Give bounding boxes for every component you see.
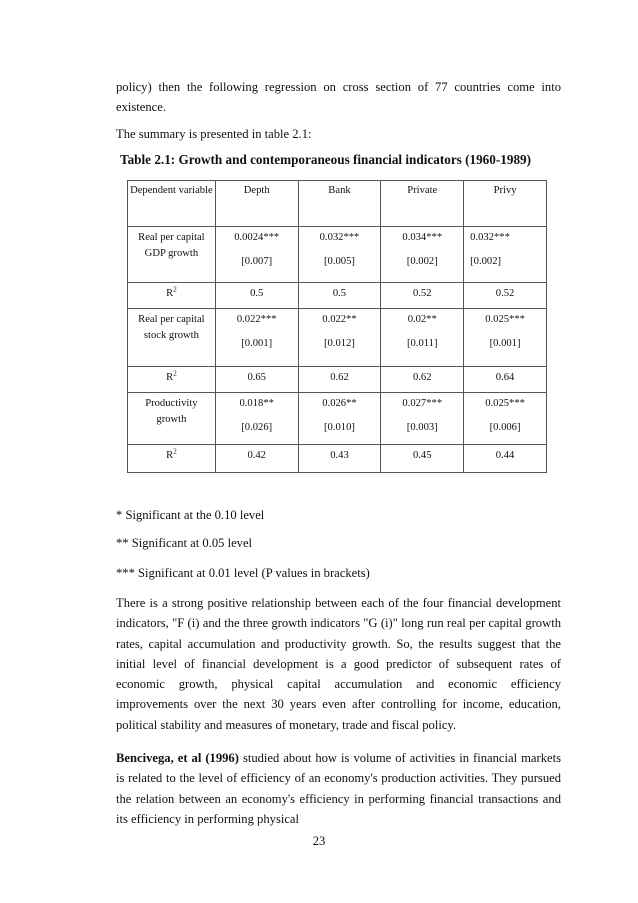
p-value: [0.002]: [470, 256, 502, 267]
significance-note-05: ** Significant at 0.05 level: [116, 536, 253, 550]
coefficient: 0.032***: [319, 232, 360, 243]
p-value: [0.010]: [324, 422, 355, 433]
r-squared-value: 0.43: [298, 445, 381, 473]
r-squared-value: 0.65: [215, 367, 298, 393]
row-label: Real per capital GDP growth: [128, 227, 216, 283]
r-squared-row: [128, 367, 547, 393]
r-superscript: 2: [173, 447, 177, 456]
r-squared-value: 0.5: [215, 283, 298, 309]
p-value: [0.011]: [407, 338, 438, 349]
p-value: [0.001]: [241, 338, 273, 349]
intro-summary-line: The summary is presented in table 2.1:: [116, 127, 312, 141]
body-paragraph-relationship: There is a strong positive relationship between each of the four financial development indicators, "F (i) and the three growth indicators "G (i)" long run real per capital growth rates, capital accumulation and productivity growth. So, the results suggest that the initial level of financial development is a good predictor of subsequent rates of economic growth, physical capital accumulation and economic efficiency improvements over the next 30 years even after controlling for income, education, political stability and measures of monetary, trade and fiscal policy.: [116, 596, 561, 732]
p-value: [0.006]: [489, 422, 521, 433]
p-value: [0.003]: [406, 422, 438, 433]
r-squared-value: 0.52: [381, 283, 464, 309]
table-row: [128, 227, 547, 283]
r-squared-label: [128, 367, 216, 393]
p-value: [0.002]: [406, 256, 438, 267]
r-squared-value: 0.62: [381, 367, 464, 393]
intro-paragraph: policy) then the following regression on cross section of 77 countries come into existence.: [116, 80, 561, 115]
table-row: [128, 309, 547, 367]
table-cell: [381, 309, 464, 367]
coefficient: 0.025***: [485, 398, 525, 409]
table-cell: [381, 393, 464, 445]
r-superscript: 2: [173, 369, 177, 378]
coefficient: 0.018**: [239, 398, 274, 409]
coefficient: 0.032***: [470, 232, 510, 243]
p-value: [0.007]: [241, 256, 273, 267]
table-cell: [464, 393, 547, 445]
r-squared-value: 0.42: [215, 445, 298, 473]
r-squared-value: 0.45: [381, 445, 464, 473]
table-cell: [298, 309, 381, 367]
table-cell: [464, 227, 547, 283]
r-label: R: [166, 450, 174, 461]
coefficient: 0.022**: [322, 314, 357, 325]
table-cell: [215, 393, 298, 445]
row-label: Productivity growth: [128, 393, 216, 445]
body-paragraph-bencivega: [116, 748, 561, 829]
author-citation: Bencivega, et al (1996): [116, 751, 239, 765]
p-value: [0.001]: [489, 338, 521, 349]
r-squared-label: [128, 283, 216, 309]
table-cell: [298, 393, 381, 445]
regression-table: [127, 180, 547, 473]
page-number: 23: [312, 834, 326, 848]
table-cell: [298, 227, 381, 283]
paragraph-text: studied about how is volume of activities in financial markets is related to the level of efficiency of an economy's production activities. They pursued the relation between an economy's efficiency in performing financial transactions and its efficiency in performing physical: [116, 751, 561, 826]
p-value: [0.026]: [241, 422, 273, 433]
r-squared-value: 0.52: [464, 283, 547, 309]
table-cell: [215, 227, 298, 283]
table-row: [128, 393, 547, 445]
r-squared-value: 0.44: [464, 445, 547, 473]
p-value: [0.012]: [324, 338, 355, 349]
header-private: Private: [381, 181, 464, 227]
r-label: R: [166, 288, 174, 299]
coefficient: 0.026**: [322, 398, 357, 409]
r-squared-row: [128, 283, 547, 309]
significance-note-10: * Significant at the 0.10 level: [116, 508, 265, 522]
r-superscript: 2: [173, 285, 177, 294]
r-squared-row: [128, 445, 547, 473]
coefficient: 0.034***: [402, 232, 443, 243]
r-squared-value: 0.64: [464, 367, 547, 393]
r-squared-value: 0.62: [298, 367, 381, 393]
significance-note-01: *** Significant at 0.01 level (P values in brackets): [116, 566, 370, 580]
header-bank: Bank: [298, 181, 381, 227]
coefficient: 0.0024***: [234, 232, 280, 243]
table-cell: [215, 309, 298, 367]
row-label: Real per capital stock growth: [128, 309, 216, 367]
table-cell: [381, 227, 464, 283]
header-dependent-variable: Dependent variable: [128, 181, 216, 227]
coefficient: 0.027***: [402, 398, 443, 409]
coefficient: 0.025***: [485, 314, 525, 325]
r-squared-label: [128, 445, 216, 473]
r-label: R: [166, 372, 174, 383]
header-depth: Depth: [215, 181, 298, 227]
table-header-row: [128, 181, 547, 227]
table-cell: [464, 309, 547, 367]
p-value: [0.005]: [324, 256, 355, 267]
r-squared-value: 0.5: [298, 283, 381, 309]
header-privy: Privy: [464, 181, 547, 227]
coefficient: 0.02**: [407, 314, 437, 325]
table-caption: Table 2.1: Growth and contemporaneous financial indicators (1960-1989): [120, 152, 532, 167]
coefficient: 0.022***: [236, 314, 277, 325]
